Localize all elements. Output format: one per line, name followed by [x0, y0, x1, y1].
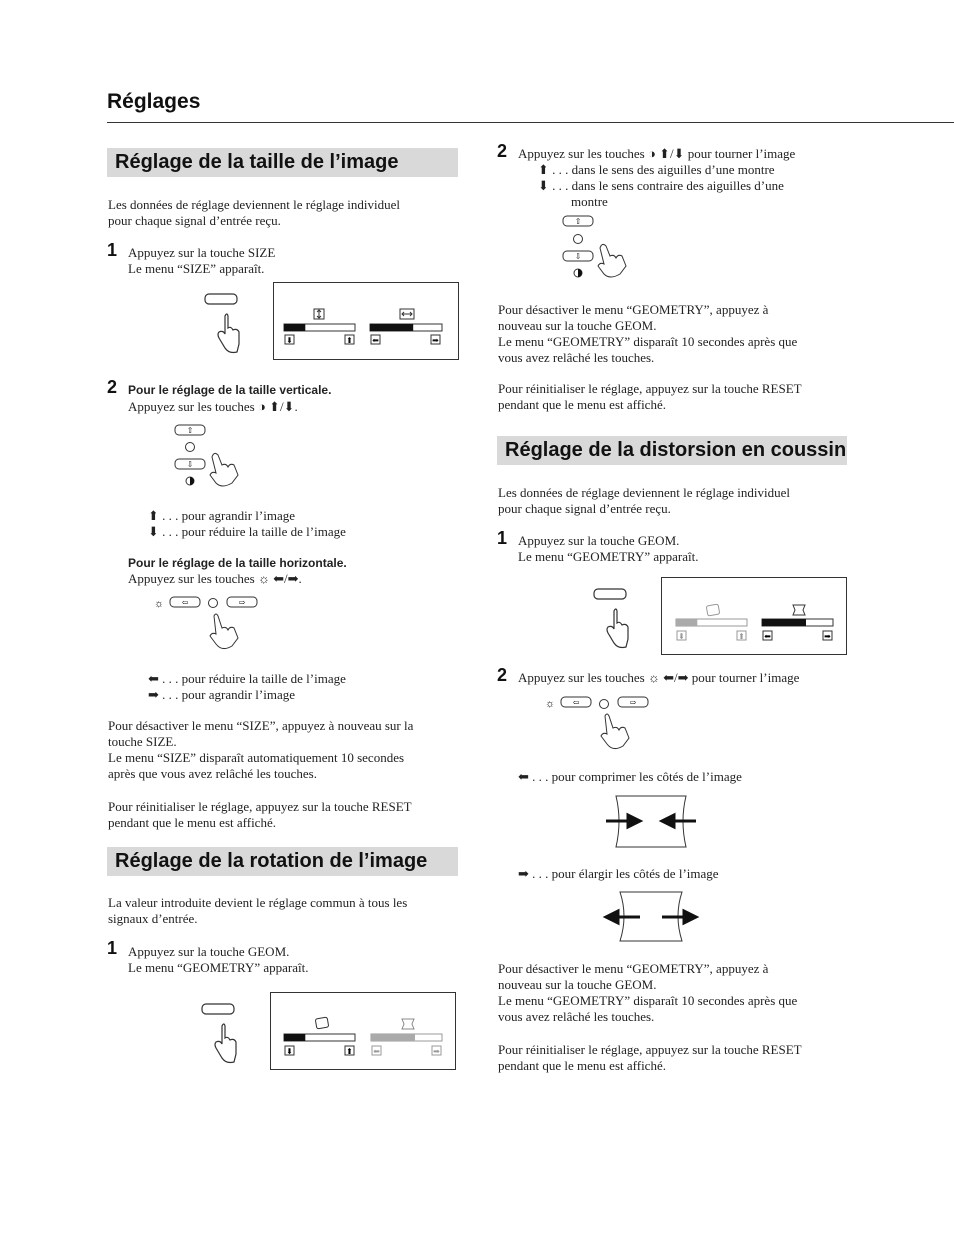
page-title: Réglages [107, 90, 201, 113]
size-up-desc: ⬆ . . . pour agrandir l’image [148, 508, 295, 523]
key-separator-dot [209, 599, 218, 608]
svg-text:⬆: ⬆ [346, 1047, 353, 1056]
pincushion-left-desc: ⬅ . . . pour comprimer les côtés de l’image [518, 769, 742, 784]
brightness-icon: ☼ [544, 698, 556, 710]
size-section-heading: Réglage de la taille de l’image [107, 148, 458, 177]
pincushion-icon [402, 1019, 414, 1029]
rotation-section-heading: Réglage de la rotation de l’image [107, 847, 458, 876]
key-separator-dot [574, 235, 583, 244]
svg-text:⬇: ⬇ [286, 1047, 293, 1056]
size-intro: Les données de réglage deviennent le réglage individuel pour chaque signal d’entrée reçu. [108, 197, 401, 228]
svg-text:⇨: ⇨ [238, 598, 246, 607]
rotation-step2-text: Appuyez sur les touches ◑ ⬆/⬇ pour tourner l’image [518, 146, 796, 161]
compress-sides-illustration [602, 793, 702, 851]
svg-text:⬇: ⬇ [286, 336, 293, 345]
rotation-step2-number: 2 [497, 141, 508, 161]
size-down-desc: ⬇ . . . pour réduire la taille de l’image [148, 524, 346, 539]
size-reset-text: Pour réinitialiser le réglage, appuyez sur la touche RESET pendant que le menu est affiché. [108, 799, 412, 830]
svg-text:⇩: ⇩ [186, 460, 194, 469]
rotation-icon [315, 1017, 329, 1029]
geom-button-illustration-2 [584, 585, 634, 655]
pincushion-intro: Les données de réglage deviennent le réglage individuel pour chaque signal d’entrée reçu. [498, 485, 791, 516]
horizontal-size-bar-fill [370, 324, 413, 331]
rotation-cw-desc: ⬆ . . . dans le sens des aiguilles d’une montre [538, 162, 775, 177]
svg-text:⬆: ⬆ [346, 336, 353, 345]
rotation-reset-text: Pour réinitialiser le réglage, appuyez sur la touche RESET pendant que le menu est affiché. [498, 381, 802, 412]
rotation-bar-fill [676, 619, 697, 626]
title-rule [107, 122, 954, 123]
size-osd-menu [273, 282, 459, 360]
svg-text:⇧: ⇧ [186, 426, 194, 435]
svg-text:⬇: ⬇ [678, 632, 685, 641]
size-step2-number: 2 [107, 377, 118, 397]
pointing-hand-icon [598, 244, 626, 277]
size-osd-graphic [274, 283, 458, 359]
size-left-desc: ⬅ . . . pour réduire la taille de l’image [148, 671, 346, 686]
rotation-osd-graphic [271, 993, 455, 1069]
rotation-keys-illustration [558, 214, 638, 280]
size-horizontal-title: Pour le réglage de la taille horizontale. [128, 556, 347, 570]
horizontal-keys-illustration [150, 592, 270, 654]
pincushion-osd-graphic [662, 578, 846, 654]
svg-text:⬆: ⬆ [738, 632, 745, 641]
geom-button [594, 589, 626, 599]
svg-text:➡: ➡ [433, 1047, 440, 1056]
rotation-ccw-desc-cont: montre [571, 194, 608, 209]
svg-text:⬅: ⬅ [764, 632, 771, 641]
size-vertical-text: Appuyez sur les touches ◑ ⬆/⬇. [128, 399, 298, 414]
rotation-step1-number: 1 [107, 938, 118, 958]
pointing-hand-icon [215, 1024, 236, 1063]
size-step1-number: 1 [107, 240, 118, 260]
pincushion-step1-number: 1 [497, 528, 508, 548]
svg-text:➡: ➡ [432, 336, 439, 345]
rotation-ccw-desc: ⬇ . . . dans le sens contraire des aiguilles d’une [538, 178, 784, 193]
expand-sides-illustration [602, 889, 702, 945]
svg-text:⬅: ⬅ [373, 1047, 380, 1056]
svg-text:⇩: ⇩ [574, 252, 582, 261]
pincushion-exit-text: Pour désactiver le menu “GEOMETRY”, appuyez à nouveau sur la touche GEOM. Le menu “GEOMETRY” disparaît 10 secondes après que vous avez relâché les touches. [498, 961, 798, 1024]
size-button-illustration [195, 290, 245, 360]
key-separator-dot [186, 443, 195, 452]
pincushion-keys-illustration [541, 692, 661, 754]
pincushion-section-heading: Réglage de la distorsion en coussin [497, 436, 847, 465]
key-separator-dot [600, 700, 609, 709]
pincushion-right-desc: ➡ . . . pour élargir les côtés de l’image [518, 866, 719, 881]
pincushion-step1-text: Appuyez sur la touche GEOM. Le menu “GEOMETRY” apparaît. [518, 533, 699, 564]
svg-text:⇦: ⇦ [181, 598, 189, 607]
size-vertical-title: Pour le réglage de la taille verticale. [128, 383, 332, 397]
pointing-hand-icon [607, 609, 628, 648]
size-button [205, 294, 237, 304]
pincushion-icon [793, 605, 805, 615]
svg-text:⇦: ⇦ [572, 698, 580, 707]
rotation-exit-text: Pour désactiver le menu “GEOMETRY”, appuyez à nouveau sur la touche GEOM. Le menu “GEOMETRY” disparaît 10 secondes après que vous avez relâché les touches. [498, 302, 798, 365]
svg-text:⬅: ⬅ [372, 336, 379, 345]
pointing-hand-icon [218, 314, 239, 353]
rotation-step1-text: Appuyez sur la touche GEOM. Le menu “GEOMETRY” apparaît. [128, 944, 309, 975]
pointing-hand-icon [210, 614, 238, 649]
pincushion-step2-text: Appuyez sur les touches ☼ ⬅/➡ pour tourner l’image [518, 670, 800, 685]
size-exit-text: Pour désactiver le menu “SIZE”, appuyez à nouveau sur la touche SIZE. Le menu “SIZE” disparaît automatiquement 10 secondes après que vous avez relâché les touches. [108, 718, 414, 781]
brightness-icon: ☼ [153, 598, 165, 610]
pincushion-reset-text: Pour réinitialiser le réglage, appuyez sur la touche RESET pendant que le menu est affiché. [498, 1042, 802, 1073]
svg-text:⇨: ⇨ [629, 698, 637, 707]
geom-button [202, 1004, 234, 1014]
svg-text:⇧: ⇧ [574, 217, 582, 226]
vertical-size-bar-fill [284, 324, 305, 331]
vertical-keys-illustration [170, 423, 250, 489]
pointing-hand-icon [210, 453, 238, 486]
size-horizontal-text: Appuyez sur les touches ☼ ⬅/➡. [128, 571, 302, 586]
rotation-bar-fill [284, 1034, 305, 1041]
pincushion-bar-fill [371, 1034, 415, 1041]
size-right-desc: ➡ . . . pour agrandir l’image [148, 687, 295, 702]
pincushion-osd-menu [661, 577, 847, 655]
rotation-osd-menu [270, 992, 456, 1070]
pincushion-bar-fill [762, 619, 806, 626]
svg-text:➡: ➡ [824, 632, 831, 641]
geom-button-illustration [192, 1000, 242, 1070]
pointing-hand-icon [601, 714, 629, 749]
size-step1-text: Appuyez sur la touche SIZE Le menu “SIZE” apparaît. [128, 245, 276, 276]
rotation-intro: La valeur introduite devient le réglage commun à tous les signaux d’entrée. [108, 895, 408, 926]
pincushion-step2-number: 2 [497, 665, 508, 685]
rotation-icon [706, 604, 720, 616]
